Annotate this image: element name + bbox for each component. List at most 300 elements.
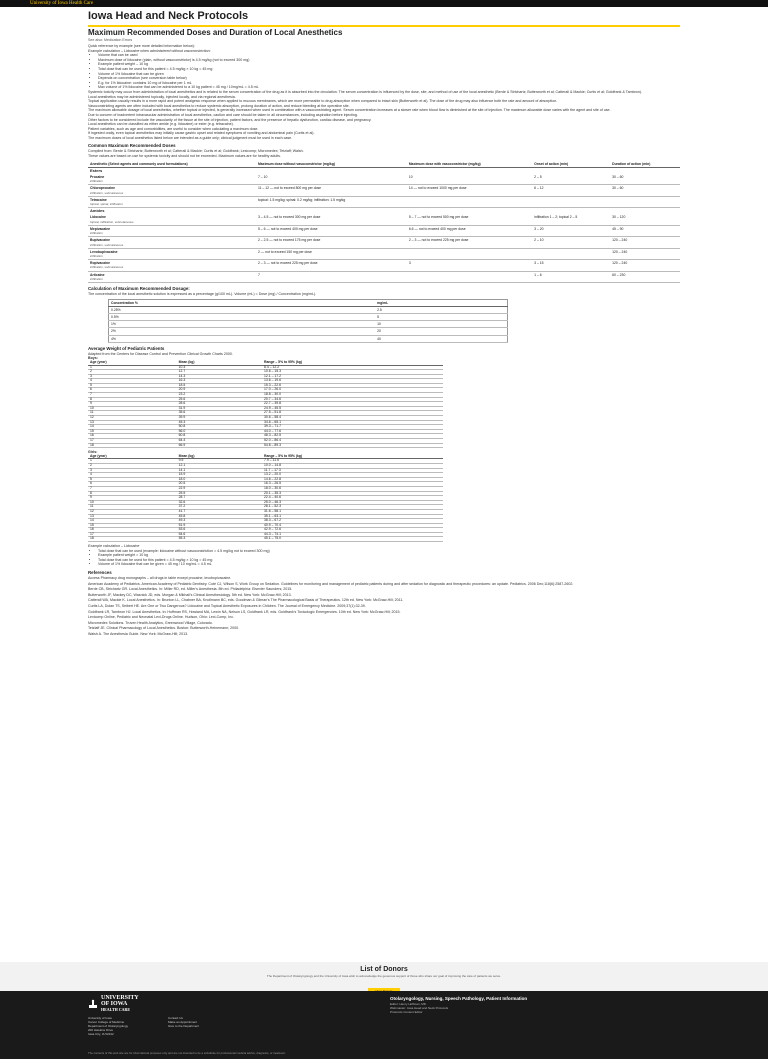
table-cell: 60 – 230 bbox=[610, 271, 680, 282]
table-cell: 56.0 bbox=[177, 429, 262, 434]
donors-title: List of Donors bbox=[360, 966, 408, 973]
table-row bbox=[109, 306, 508, 313]
table-cell: 30 – 60 bbox=[610, 185, 680, 196]
table-cell: 16 bbox=[88, 528, 177, 533]
table-cell: 35.6 bbox=[177, 411, 262, 416]
drug-forms: infiltration bbox=[90, 253, 103, 258]
table-cell: 16 bbox=[88, 434, 177, 439]
table-cell: 18.5 bbox=[177, 383, 262, 388]
table-cell: 13 bbox=[88, 420, 177, 425]
list-item: • Volume that can be used bbox=[98, 53, 680, 58]
footer-right-lines bbox=[390, 1002, 527, 1014]
list-item: • Total dose that can be used for this patient = 4.5 mg/kg × 10 kg = 45 mg bbox=[98, 558, 680, 563]
drug-forms: topical, infiltration, subcutaneous bbox=[90, 219, 134, 224]
table-cell: 7.9 – 11.5 bbox=[262, 459, 443, 464]
reference-item: Tetzlaff JE. Clinical Pharmacology of Local Anesthetics. Boston: Butterworth-Heinemann; 2000. bbox=[88, 626, 240, 631]
table-cell: 8 bbox=[88, 397, 177, 402]
column-header: Onset of action (min) bbox=[532, 161, 610, 168]
table-cell: 12 bbox=[88, 509, 177, 514]
list-item: • Example patient weight – 10 kg bbox=[98, 62, 680, 67]
group-name: Esters bbox=[90, 167, 103, 173]
calc-note: The concentration of the local anesthetic solution is expressed as a percentage (g/100 mL). Volume (mL) = Dose (mg) / Concentration (mg/mL). bbox=[88, 291, 317, 296]
table-cell: 7 bbox=[88, 393, 177, 398]
table-cell: 3 bbox=[407, 260, 532, 271]
list-item: • Total dose that can be used for this patient = 4.5 mg/kg × 10 kg = 45 mg bbox=[98, 67, 680, 72]
table-cell: 20.1 – 35.3 bbox=[262, 491, 443, 496]
example-list bbox=[88, 53, 680, 90]
table-row bbox=[109, 328, 508, 335]
weight-sub: Adapted from the Centers for Disease Control and Prevention Clinical Growth Charts 2000. bbox=[88, 351, 233, 356]
table-cell: 17 bbox=[88, 439, 177, 444]
table-cell: 18 bbox=[88, 443, 177, 448]
table-refs: Compiled from: Berde & Strichartz; Butterworth et al; Catterall & Mackie; Curtis et al; Goldfrank; Lexicomp; Micromedex; Tetzlaff; Walsh. bbox=[88, 149, 304, 154]
table-cell: 5 bbox=[375, 313, 507, 320]
table-cell: 4% bbox=[109, 335, 376, 342]
reference-item: Lexicomp Online, Pediatric and Neonatal Lexi-Drugs Online. Hudson, Ohio: Lexi-Comp, Inc. bbox=[88, 615, 235, 620]
column-header: Anesthetic (Select agents and commonly used formulations) bbox=[88, 161, 256, 168]
table-cell: 22.4 – 40.6 bbox=[262, 496, 443, 501]
site-title[interactable]: Iowa Head and Neck Protocols bbox=[88, 10, 249, 22]
table-cell: 6 – 12 bbox=[532, 185, 610, 196]
footer-line: Iowa City, IA 52242 bbox=[88, 1032, 114, 1036]
drug-cell bbox=[88, 174, 256, 185]
drug-name: Tetracaine bbox=[90, 197, 107, 202]
table-cell: 45.1 – 75.0 bbox=[262, 537, 443, 542]
body-paragraph: Due to concern of inadvertent intravascular administration of local anesthetics, caution and care should be taken in all circumstances, including aspiration before injecting. bbox=[88, 112, 358, 117]
footer-line: Webmaster: Iowa Head and Neck Protocols bbox=[390, 1006, 449, 1010]
example2-label: Example calculation – Lidocaine bbox=[88, 544, 140, 549]
table-cell: 2% bbox=[109, 328, 376, 335]
table-cell: 18.0 – 30.6 bbox=[262, 486, 443, 491]
drug-forms: infiltration bbox=[90, 179, 103, 184]
table-cell: 64.4 bbox=[177, 439, 262, 444]
table-cell: 3 – 4.5 — not to exceed 300 mg per dose bbox=[256, 214, 407, 225]
list-item: • E.g. for 1% lidocaine: contains 10 mg of lidocaine per 1 mL bbox=[98, 81, 680, 86]
drug-cell bbox=[88, 271, 256, 282]
table-cell: 14 bbox=[88, 425, 177, 430]
table-cell: 10 bbox=[88, 406, 177, 411]
footer-line: Editor: Henry Hoffman, MD bbox=[390, 1002, 426, 1006]
table-cell: 25.0 – 46.3 bbox=[262, 500, 443, 505]
table-cell: 15 bbox=[88, 523, 177, 528]
table-note: These values are based on use for systemic toxicity and should not be exceeded. Maximum values are for healthy adults. bbox=[88, 154, 281, 159]
table-cell: 5 – 6 — not to exceed 400 mg per dose bbox=[256, 225, 407, 236]
table-row bbox=[88, 225, 680, 236]
body-paragraph: The maximum doses of local anesthetics listed below are intended as a guide only; clinical judgment must be used in each case. bbox=[88, 135, 293, 140]
table-cell: 17.0 – 26.0 bbox=[262, 388, 443, 393]
list-item: • Total dose that can be used (example: lidocaine without vasoconstriction = 4.5 mg/kg not to exceed 300 mg) bbox=[98, 549, 680, 554]
table-cell: 5 bbox=[88, 383, 177, 388]
table-cell: 25.6 bbox=[177, 397, 262, 402]
table-cell: 10.0 – 14.8 bbox=[262, 463, 443, 468]
donors-section bbox=[0, 962, 768, 991]
table-row bbox=[109, 335, 508, 342]
references-list bbox=[88, 576, 680, 637]
table-cell: 14.1 bbox=[177, 468, 262, 473]
table-row bbox=[88, 196, 680, 207]
list-item: • Maximum dose of lidocaine (plain, without vasoconstrictor) is 4.5 mg/kg (not to exceed 300 mg) bbox=[98, 58, 680, 63]
table-cell: 2 – 3 — not to exceed 225 mg per dose bbox=[256, 260, 407, 271]
drug-forms: infiltration bbox=[90, 276, 103, 281]
table-cell: 3 – 20 bbox=[532, 225, 610, 236]
column-header: Age (year) bbox=[88, 361, 177, 365]
concentration-table bbox=[108, 299, 508, 343]
table-cell: 11 – 12 — not to exceed 800 mg per dose bbox=[256, 185, 407, 196]
drug-cell bbox=[88, 260, 256, 271]
table-cell: 7 bbox=[256, 271, 407, 282]
column-header: Mean (kg) bbox=[177, 455, 262, 459]
main-content bbox=[0, 27, 768, 962]
table-cell: 20 bbox=[375, 328, 507, 335]
table-row bbox=[88, 214, 680, 225]
footer-links bbox=[168, 1016, 199, 1036]
table-cell: 20.7 – 34.6 bbox=[262, 397, 443, 402]
group-name: Amides bbox=[90, 208, 105, 214]
table-cell: 13.6 – 19.6 bbox=[262, 379, 443, 384]
reference-item: Goldfrank LR, Tambron HJ. Local Anesthetics. In: Hoffman RS, Howland MA, Lewin NA, Nelson LS, Goldfrank LR, eds. Goldfrank's Toxicologic Emergencies. 10th ed. New York: McGraw-Hill; 2015. bbox=[88, 609, 401, 614]
boys-weight-table bbox=[88, 361, 443, 448]
table-cell: 120 – 240 bbox=[610, 248, 680, 259]
dose-table-header bbox=[88, 161, 680, 168]
table-cell: 23.2 bbox=[177, 393, 262, 398]
drug-cell bbox=[88, 225, 256, 236]
table-cell bbox=[532, 248, 610, 259]
table-group-row bbox=[88, 167, 680, 174]
table-cell: 2 – 10 bbox=[532, 237, 610, 248]
column-header: Age (year) bbox=[88, 455, 177, 459]
top-bar bbox=[0, 0, 768, 7]
calc-heading: Calculation of Maximum Recommended Dosage: bbox=[88, 285, 190, 291]
table-cell: 45 – 90 bbox=[610, 225, 680, 236]
table-cell: 20.5 bbox=[177, 482, 262, 487]
table-cell: 9 bbox=[88, 496, 177, 501]
list-item: • Depends on concentration (see conversion table below) bbox=[98, 76, 680, 81]
table-cell: 2 – 3 — not to exceed 225 mg per dose bbox=[407, 237, 532, 248]
old-capitol-icon bbox=[88, 999, 98, 1009]
table-cell: 44.0 – 77.6 bbox=[262, 429, 443, 434]
table-cell: 16.3 – 26.5 bbox=[262, 482, 443, 487]
table-cell: 2 — not to exceed 150 mg per dose bbox=[256, 248, 407, 259]
table-cell: 27.5 – 51.8 bbox=[262, 411, 443, 416]
table-cell: 45.3 bbox=[177, 420, 262, 425]
table-cell: 44.3 – 74.1 bbox=[262, 532, 443, 537]
table-cell: 53.6 bbox=[177, 528, 262, 533]
table-cell: 13 bbox=[88, 514, 177, 519]
drug-forms: topical, spinal, infiltration bbox=[90, 202, 123, 207]
table-cell: 1 bbox=[88, 365, 177, 370]
table-cell: 25.5 bbox=[177, 491, 262, 496]
table-cell: 35.1 – 63.1 bbox=[262, 514, 443, 519]
drug-name: Procaine bbox=[90, 175, 105, 180]
table-cell: 5 – 7 — not to exceed 500 mg per dose bbox=[407, 214, 532, 225]
table-cell bbox=[407, 271, 532, 282]
footer-link[interactable]: Contact Us bbox=[168, 1016, 183, 1020]
table-row bbox=[88, 537, 443, 542]
table-cell: 37.2 bbox=[177, 505, 262, 510]
table-group-row bbox=[88, 208, 680, 215]
column-header: Concentration % bbox=[109, 299, 376, 306]
list-item: • Example patient weight = 10 kg bbox=[98, 553, 680, 558]
column-header: Maximum dose without vasoconstrictor (mg/kg) bbox=[256, 161, 407, 168]
table-cell: 1% bbox=[109, 321, 376, 328]
reference-item: Butterworth JF, Mackey DC, Wasnick JD, eds. Morgan & Mikhail's Clinical Anesthesiology. 5th ed. New York: McGraw-Hill; 2013. bbox=[88, 592, 292, 597]
see-also-link[interactable]: See also: Medication Errors bbox=[88, 38, 133, 42]
table-cell: 6 bbox=[88, 482, 177, 487]
table-cell: 14 — not to exceed 1000 mg per dose bbox=[407, 185, 532, 196]
table-cell: 120 – 240 bbox=[610, 260, 680, 271]
table-cell: 1 – 6 bbox=[532, 271, 610, 282]
reference-item: Micromedex Solutions. Truven Health Analytics, Greenwood Village, Colorado. bbox=[88, 620, 213, 625]
table-cell: 10.3 bbox=[177, 365, 262, 370]
reference-item: Walsh A. The Anesthesia Guide. New York: McGraw-Hill; 2013. bbox=[88, 631, 189, 636]
table-cell: 15 bbox=[88, 429, 177, 434]
site-header bbox=[0, 7, 768, 25]
table-row bbox=[88, 248, 680, 259]
reference-item: Catterall WA, Mackie K. Local Anesthetics. In: Brunton LL, Chabner BA, Knollmann BC, eds. Goodman & Gilman's The Pharmacological Basis of Therapeutics. 12th ed. New York: McGraw-Hill; 2011. bbox=[88, 598, 404, 603]
table-cell bbox=[407, 196, 532, 207]
drug-forms: infiltration, subcutaneous bbox=[90, 265, 124, 270]
table-cell: 39.9 bbox=[177, 416, 262, 421]
drug-name: Lidocaine bbox=[90, 215, 106, 220]
body-paragraph: Patient variables, such as age and comorbidities, are useful to consider when calculating a maximum dose. bbox=[88, 126, 259, 131]
table-cell: 51.9 bbox=[177, 523, 262, 528]
table-cell: 0.25% bbox=[109, 306, 376, 313]
table-cell: 22.9 bbox=[177, 486, 262, 491]
table-cell: topical: 1.5 mg/kg; spinal: 0.2 mg/kg; infiltration: 1.5 mg/kg bbox=[256, 196, 407, 207]
table-cell: 7 – 10 bbox=[256, 174, 407, 185]
table-cell: 13.2 – 20.0 bbox=[262, 473, 443, 478]
reference-item: American Academy of Pediatrics. American Academy of Pediatric Dentistry. Coté CJ, Wilson S, Work Group on Sedation. Guidelines for monitoring and management of pediatric patients during and after sedation for diagnostic and therapeutic procedures: an update. Pediatrics. 2006 Dec;118(6):2587-2602. bbox=[88, 581, 574, 586]
table-cell: 34.6 – 65.1 bbox=[262, 420, 443, 425]
boys-label: Boys: bbox=[88, 356, 98, 361]
footer-line: University of Iowa bbox=[88, 1016, 112, 1020]
table-cell: 2 bbox=[88, 463, 177, 468]
body-paragraph: Topical application usually results in a more rapid and potent analgesic response when applied to mucous membranes, which are more permeable to drug absorption when compared to intact skin (Butterworth et al). The dose of the drug may also influence both the rate and amount of absorption. bbox=[88, 99, 558, 104]
table-cell: 5 bbox=[88, 477, 177, 482]
table-cell bbox=[532, 196, 610, 207]
body-paragraphs bbox=[88, 90, 680, 141]
list-item: • Max volume of 1% lidocaine that can be administered to a 10 kg patient = 45 mg / 10mg/mL = 4.5 mL bbox=[98, 85, 680, 90]
table-cell: 54.6 bbox=[177, 532, 262, 537]
footer-disclaimer: The contents of this web site are for informational purposes only and are not intended to be a substitute for professional medical advice, diagnosis, or treatment. bbox=[88, 1051, 286, 1056]
table-cell: 18.8 – 30.0 bbox=[262, 393, 443, 398]
body-paragraph: Other factors to be considered include the vascularity of the tissue at the site of injection, patient factors, and the presence of hepatic dysfunction, cardiac disease, and pregnancy. bbox=[88, 117, 372, 122]
site-footer bbox=[0, 991, 768, 1059]
table-heading: Common Maximum Recommended Doses bbox=[88, 143, 176, 149]
page-heading: Maximum Recommended Doses and Duration of Local Anesthetics bbox=[88, 28, 343, 37]
table-cell: 10 bbox=[407, 174, 532, 185]
table-cell: 2 bbox=[88, 370, 177, 375]
table-row bbox=[88, 260, 680, 271]
table-cell: 12.7 bbox=[177, 370, 262, 375]
footer-right-title[interactable]: Otolaryngology, Nursing, Speech Pathology, Patient Information bbox=[390, 996, 528, 1001]
table-cell: 11 bbox=[88, 505, 177, 510]
references-heading: References bbox=[88, 570, 112, 576]
table-cell: 31.6 – 58.1 bbox=[262, 509, 443, 514]
table-cell: 1 bbox=[88, 459, 177, 464]
table-cell: 12.1 bbox=[177, 463, 262, 468]
table-cell: 14 bbox=[88, 519, 177, 524]
drug-name: Chloroprocaine bbox=[90, 186, 116, 191]
table-cell: 30 – 60 bbox=[610, 174, 680, 185]
drug-cell bbox=[88, 214, 256, 225]
table-cell: 10 bbox=[375, 321, 507, 328]
table-cell: 2 – 2.5 — not to exceed 175 mg per dose bbox=[256, 237, 407, 248]
logo-line-3: HEALTH CARE bbox=[101, 1007, 131, 1012]
table-row bbox=[88, 174, 680, 185]
table-cell: 18 bbox=[88, 537, 177, 542]
table-cell: 9.5 bbox=[177, 459, 262, 464]
footer-address bbox=[88, 1016, 128, 1036]
table-cell: 54.8 – 89.3 bbox=[262, 443, 443, 448]
drug-name: Ropivacaine bbox=[90, 261, 110, 266]
university-logo[interactable] bbox=[88, 995, 680, 1013]
weight-heading: Average Weight of Pediatric Patients bbox=[88, 345, 165, 351]
table-cell: 15.3 – 22.6 bbox=[262, 383, 443, 388]
footer-line: Protocols Content Editor bbox=[390, 1010, 423, 1014]
table-cell: 10.6 – 15.3 bbox=[262, 370, 443, 375]
table-cell: 41.7 bbox=[177, 509, 262, 514]
table-cell: 4 bbox=[88, 473, 177, 478]
reference-item: Berde CB, Strichartz GR. Local Anesthetics. In: Miller RD, ed. Miller's Anesthesia. 8th ed. Philadelphia: Elsevier Saunders; 2015. bbox=[88, 587, 293, 592]
footer-right bbox=[390, 996, 527, 1014]
table-cell: 32.6 bbox=[177, 500, 262, 505]
table-cell: 0.5% bbox=[109, 313, 376, 320]
table-cell: 24.9 – 45.5 bbox=[262, 406, 443, 411]
table-row bbox=[109, 321, 508, 328]
table-cell: 38.3 – 67.2 bbox=[262, 519, 443, 524]
footer-link[interactable]: Make an Appointment bbox=[168, 1020, 198, 1024]
body-paragraph: Local anesthetics can be classified as either amide (e.g. lidocaine) or ester (e.g. tetracaine). bbox=[88, 122, 234, 127]
table-row bbox=[88, 271, 680, 282]
example2-list bbox=[88, 549, 680, 567]
table-cell: 22.7 – 39.8 bbox=[262, 402, 443, 407]
table-cell: 30 – 120 bbox=[610, 214, 680, 225]
drug-name: Mepivacaine bbox=[90, 226, 111, 231]
table-cell: 3 – 15 bbox=[532, 260, 610, 271]
table-cell: 28.1 – 52.3 bbox=[262, 505, 443, 510]
table-cell bbox=[610, 196, 680, 207]
girls-weight-table bbox=[88, 455, 443, 542]
table-cell: 3 bbox=[88, 468, 177, 473]
table-cell: 40 bbox=[375, 335, 507, 342]
table-cell: 120 – 240 bbox=[610, 237, 680, 248]
table-cell: 8 bbox=[88, 491, 177, 496]
column-header: Maximum dose with vasoconstrictor (mg/kg) bbox=[407, 161, 532, 168]
table-cell: 12 bbox=[88, 416, 177, 421]
table-cell: 17 bbox=[88, 532, 177, 537]
list-item: • Volume of 1% lidocaine that can be given = 45 mg / 10 mg/mL = 4.5 mL bbox=[98, 562, 680, 567]
table-cell: 28.7 bbox=[177, 496, 262, 501]
brand-link[interactable]: University of Iowa Health Care bbox=[30, 1, 94, 6]
donors-text: The Department of Otolaryngology and the University of Iowa wish to acknowledge the generous support of those who share our goal of improving the care of patients we serve. bbox=[266, 974, 502, 978]
table-cell: 20.9 bbox=[177, 388, 262, 393]
reference-item: Curtis LA, Dolan TS, Seibert HE. Are One or Two Dangerous? Lidocaine and Topical Anesthetic Exposures in Children. The Journal of Emergency Medicine. 2009;37(1):32-39. bbox=[88, 604, 366, 609]
list-item: • Volume of 1% lidocaine that can be given bbox=[98, 72, 680, 77]
table-cell: 16.3 bbox=[177, 379, 262, 384]
table-cell: 9 bbox=[88, 402, 177, 407]
table-row bbox=[88, 237, 680, 248]
drug-name: Bupivacaine bbox=[90, 238, 110, 243]
table-cell: 66.9 bbox=[177, 443, 262, 448]
reference-item: Access Pharmacy drug monographs – all drugs in table except procaine, levobupivacaine. bbox=[88, 576, 232, 581]
table-cell: 11.7 – 17.3 bbox=[262, 468, 443, 473]
intro-text: Quick reference by example (see more detailed information below): bbox=[88, 44, 195, 48]
table-cell: 45.8 bbox=[177, 514, 262, 519]
table-cell: 2.5 bbox=[375, 306, 507, 313]
body-paragraph: If ingested orally, even topical anesthetics may initially cause gastric upset and related symptoms of vomiting and abdominal pain (Curtis et al). bbox=[88, 131, 315, 136]
table-cell: 2 – 5 bbox=[532, 174, 610, 185]
column-header: mg/mL bbox=[375, 299, 507, 306]
example-label: Example calculation – Lidocaine when administered without vasoconstriction: bbox=[88, 48, 211, 53]
column-header: Range – 5% to 95% (kg) bbox=[262, 361, 443, 365]
table-cell: 6.6 — not to exceed 400 mg per dose bbox=[407, 225, 532, 236]
drug-forms: infiltration, subcutaneous bbox=[90, 190, 124, 195]
table-cell: 18.0 bbox=[177, 477, 262, 482]
body-paragraph: Systemic toxicity may occur from administration of local anesthetics and is related to the serum concentration of the drug as it is absorbed into the circulation. The serum concentration is influenced by the dose, site, and method of use of the local anesthetic (Berde & Strichartz; Butterworth et al; Catterall & Mackie; Curtis et al; Goldfrank & Tambron). bbox=[88, 89, 642, 94]
drug-cell bbox=[88, 248, 256, 259]
drug-cell bbox=[88, 237, 256, 248]
table-cell: 10 bbox=[88, 500, 177, 505]
table-cell: 49.3 bbox=[177, 519, 262, 524]
footer-line: Carver College of Medicine bbox=[88, 1020, 125, 1024]
table-cell bbox=[407, 248, 532, 259]
body-paragraph: The maximum allowable dosage of local anesthetics, whether topical or injected, is generally increased when used in combination with a vasoconstricting agent. Serum concentration increases at a slower rate when blood flow is diminished at the site of injection. The maximum allowable dose varies with the agent and site of use. bbox=[88, 108, 611, 113]
table-cell: 30.6 – 58.4 bbox=[262, 416, 443, 421]
column-header: Range – 5% to 95% (kg) bbox=[262, 455, 443, 459]
table-cell: 14.3 bbox=[177, 374, 262, 379]
drug-name: Articaine bbox=[90, 272, 105, 277]
table-cell: 52.0 – 86.4 bbox=[262, 439, 443, 444]
table-cell: 60.8 bbox=[177, 434, 262, 439]
footer-link[interactable]: Give to the Department bbox=[168, 1024, 200, 1028]
footer-line: 200 Hawkins Drive bbox=[88, 1028, 114, 1032]
drug-forms: infiltration bbox=[90, 231, 103, 236]
footer-line: Department of Otolaryngology bbox=[88, 1024, 129, 1028]
table-cell: 4 bbox=[88, 379, 177, 384]
drug-cell bbox=[88, 196, 256, 207]
table-cell: 6 bbox=[88, 388, 177, 393]
table-cell: 12.1 – 17.2 bbox=[262, 374, 443, 379]
drug-cell bbox=[88, 185, 256, 196]
table-cell: 40.9 – 70.4 bbox=[262, 523, 443, 528]
table-cell: 55.3 bbox=[177, 537, 262, 542]
dose-table bbox=[88, 161, 680, 283]
logo-line-2: OF IOWA bbox=[101, 1001, 128, 1007]
table-cell: 15.9 bbox=[177, 473, 262, 478]
drug-name: Levobupivacaine bbox=[90, 249, 118, 254]
table-cell: 39.3 – 71.7 bbox=[262, 425, 443, 430]
table-cell: 14.6 – 22.8 bbox=[262, 477, 443, 482]
table-row bbox=[109, 313, 508, 320]
table-row bbox=[88, 443, 443, 448]
table-cell: 31.9 bbox=[177, 406, 262, 411]
table-cell: 42.9 – 72.6 bbox=[262, 528, 443, 533]
table-row bbox=[88, 185, 680, 196]
body-paragraph: Local anesthetics may be administered topically, injected locally, and via regional anesthesia. bbox=[88, 94, 236, 99]
table-cell: 7 bbox=[88, 486, 177, 491]
table-cell: 8.4 – 12.2 bbox=[262, 365, 443, 370]
column-header: Mean (kg) bbox=[177, 361, 262, 365]
table-cell: 11 bbox=[88, 411, 177, 416]
table-cell: 3 bbox=[88, 374, 177, 379]
logo-line-1: UNIVERSITY bbox=[101, 995, 139, 1001]
girls-label: Girls: bbox=[88, 450, 98, 455]
column-header: Duration of action (min) bbox=[610, 161, 680, 168]
table-cell: 50.8 bbox=[177, 425, 262, 430]
table-cell: 48.3 – 82.5 bbox=[262, 434, 443, 439]
table-cell: infiltration 1 – 2; topical 2 – 5 bbox=[532, 214, 610, 225]
